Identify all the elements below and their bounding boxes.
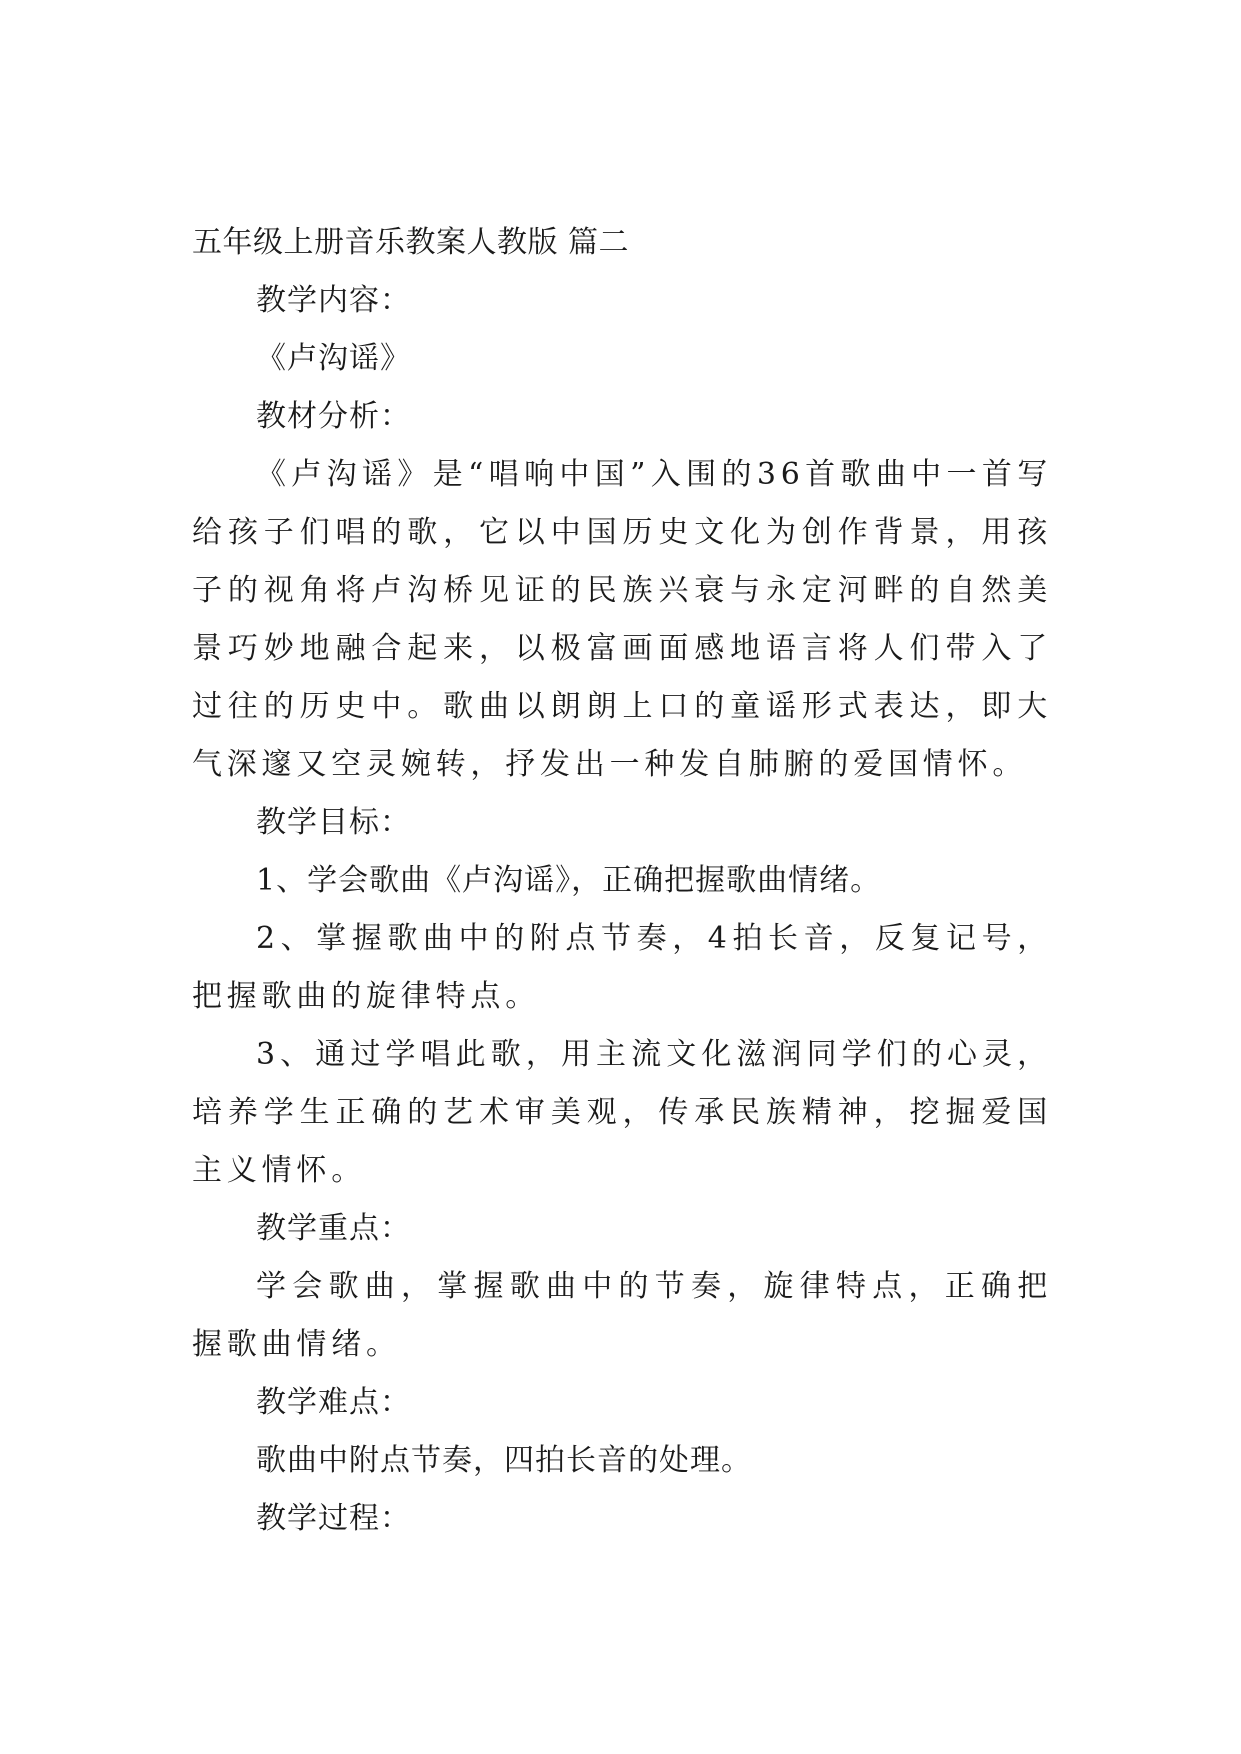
heading-teaching-content: 教学内容： (256, 283, 411, 318)
goal-item-3: 3、通过学唱此歌，用主流文化滋润同学们的心灵，培养学生正确的艺术审美观，传承民族精神，挖掘爱国主义情怀。 (192, 1037, 1052, 1188)
heading-teaching-process: 教学过程： (256, 1501, 411, 1536)
heading-difficulties: 教学难点： (256, 1385, 411, 1420)
goal-item-2: 2、掌握歌曲中的附点节奏，4拍长音，反复记号，把握歌曲的旋律特点。 (192, 921, 1052, 1014)
goal-item-1: 1、学会歌曲《卢沟谣》，正确把握歌曲情绪。 (256, 863, 882, 898)
document-body (192, 214, 1052, 1548)
document-title: 五年级上册音乐教案人教版 篇二 (192, 225, 630, 260)
heading-key-points: 教学重点： (256, 1211, 411, 1246)
heading-teaching-goals: 教学目标： (256, 805, 411, 840)
analysis-paragraph: 《卢沟谣》是“唱响中国”入围的36首歌曲中一首写给孩子们唱的歌，它以中国历史文化为创作背景，用孩子的视角将卢沟桥见证的民族兴衰与永定河畔的自然美景巧妙地融合起来，以极富画面感地语言将人们带入了过往的历史中。歌曲以朗朗上口的童谣形式表达，即大气深邃又空灵婉转，抒发出一种发自肺腑的爱国情怀。 (192, 457, 1052, 782)
difficulties-paragraph: 歌曲中附点节奏，四拍长音的处理。 (256, 1443, 752, 1478)
heading-material-analysis: 教材分析： (256, 399, 411, 434)
key-points-paragraph: 学会歌曲，掌握歌曲中的节奏，旋律特点，正确把握歌曲情绪。 (192, 1269, 1052, 1362)
song-title: 《卢沟谣》 (256, 341, 411, 376)
